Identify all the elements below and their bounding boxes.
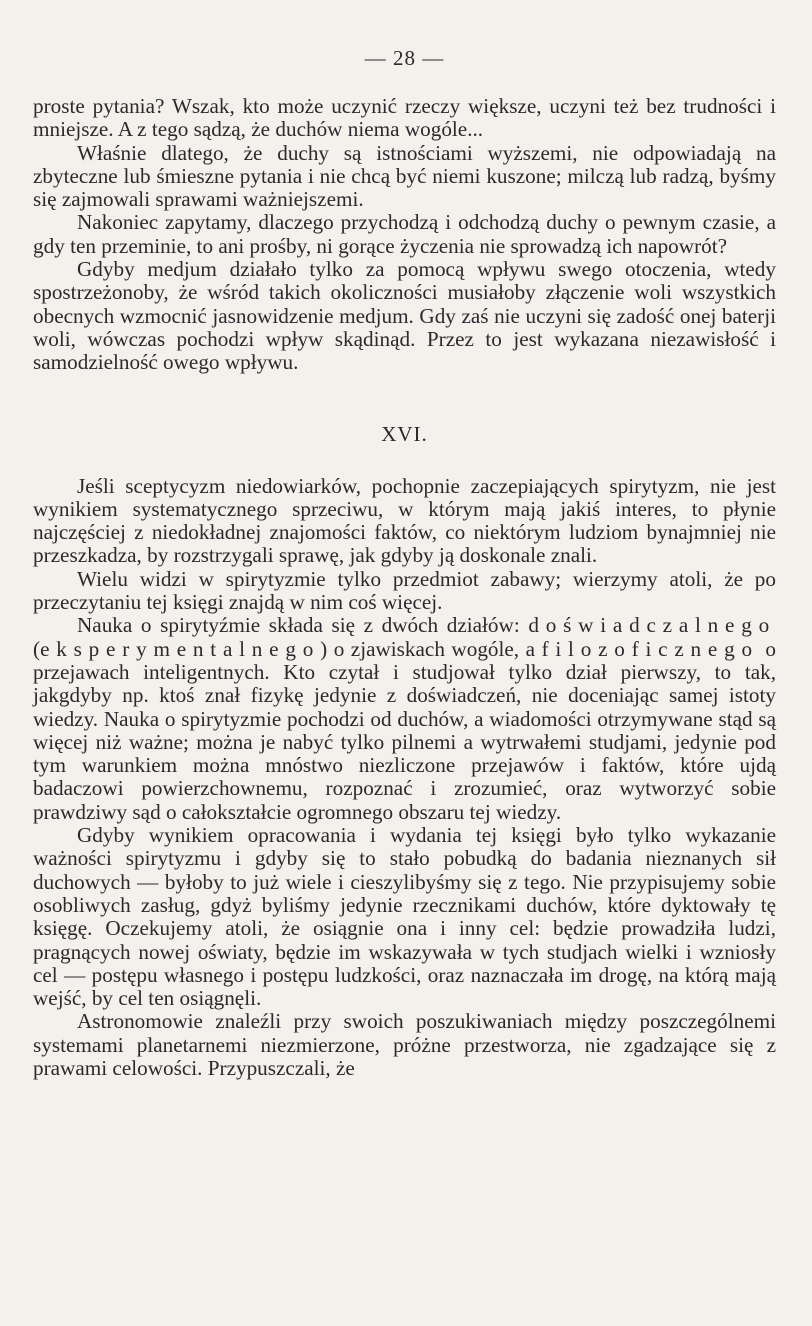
text-run: ( [33, 636, 41, 661]
text-run: o przejawach inteligentnych. Kto czytał i studjował tylko dział pierwszy, to tak, jakgdyby np. ktoś znał fizykę jedynie z doświadczeń, nie doceniając samej istoty wiedzy. Nauka o spirytyzmie pochodzi od duchów, a wiadomości otrzymywane stąd są więcej niż ważne; można je nabyć tylko pilnemi a wytrwałemi studjami, jedynie pod tym warunkiem można mnóstwo niezliczone przejawów i faktów, które ujdą badaczowi powierzchownemu, rozpoznać i zrozumieć, oraz wytworzyć sobie prawdziwy sąd o całokształcie ogromnego obszaru tej wiedzy. [33, 636, 776, 824]
paragraph: Gdyby medjum działało tylko za pomocą wpływu swego otoczenia, wtedy spostrzeżonoby, że wśród takich okoliczności musiałoby złączenie woli wszystkich obecnych wzmocnić jasnowidzenie medjum. Gdy zaś nie uczyni się zadość onej baterji woli, wówczas pochodzi wpływ skądinąd. Przez to jest wykazana niezawisłość i samodzielność owego wpływu. [33, 257, 776, 375]
paragraph: Jeśli sceptycyzm niedowiarków, pochopnie zaczepiających spirytyzm, nie jest wynikiem systematycznego sprzeciwu, w którym mają jakiś interes, to płynie najczęściej z niedokładnej znajomości faktów, co niektórym ludziom bynajmniej nie przeszkadza, by rozstrzygali sprawę, jak gdyby ją doskonale znali. [33, 473, 776, 568]
paragraph-spaced-terms [33, 614, 776, 824]
text-run: ) o zjawiskach wogóle, a [320, 636, 536, 661]
body-text-before-chapter [33, 95, 776, 375]
paragraph: Wielu widzi w spirytyzmie tylko przedmiot zabawy; wierzymy atoli, że po przeczytaniu tej księgi znajdą w nim coś więcej. [33, 566, 776, 615]
emphasized-term: eksperymentalnego [40, 636, 321, 661]
page-number: — 28 — [364, 46, 445, 70]
paragraph: Gdyby wynikiem opracowania i wydania tej księgi było tylko wykazanie ważności spirytyzmu i gdyby się to stało pobudką do badania nieznanych sił duchowych — byłoby to już wiele i cieszylibyśmy się z tego. Nie przypisujemy sobie osobliwych zasług, gdyż byliśmy jedynie rzecznikami duchów, które dyktowały tę księgę. Oczekujemy atoli, że osiągnie ona i inny cel: będzie prowadziła ludzi, pragnących nowej oświaty, będzie im wskazywała w tych studjach wielki i wzniosły cel — postępu własnego i postępu ludzkości, oraz naznaczała im drogę, na którą mają wejść, by cel ten osiągnęli. [33, 823, 776, 1011]
emphasized-term: doświadczalnego [528, 613, 777, 638]
paragraph: Właśnie dlatego, że duchy są istnościami wyższemi, nie odpowiadają na zbyteczne lub śmieszne pytania i nie chcą być niemi kuszone; milczą lub radzą, byśmy się zajmowali sprawami ważniejszemi. [33, 140, 776, 212]
body-text-after-chapter [33, 475, 776, 1081]
paragraph: Astronomowie znaleźli przy swoich poszukiwaniach między poszczególnemi systemami planetarnemi niezmierzone, próżne przestworza, nie zgadzające się z prawami celowości. Przypuszczali, że [33, 1009, 776, 1080]
paragraph-continuation: proste pytania? Wszak, kto może uczynić rzeczy większe, uczyni też bez trudności i mniejsze. A z tego sądzą, że duchów niema wogóle... [33, 94, 776, 142]
text-run: Nauka o spirytyźmie składa się z dwóch działów: [77, 613, 520, 638]
emphasized-term: filozoficznego [541, 636, 759, 661]
chapter-heading: XVI. [381, 421, 428, 446]
paragraph: Nakoniec zapytamy, dlaczego przychodzą i odchodzą duchy o pewnym czasie, a gdy ten przeminie, to ani prośby, ni gorące życzenia nie sprowadzą ich napowrót? [33, 210, 776, 258]
